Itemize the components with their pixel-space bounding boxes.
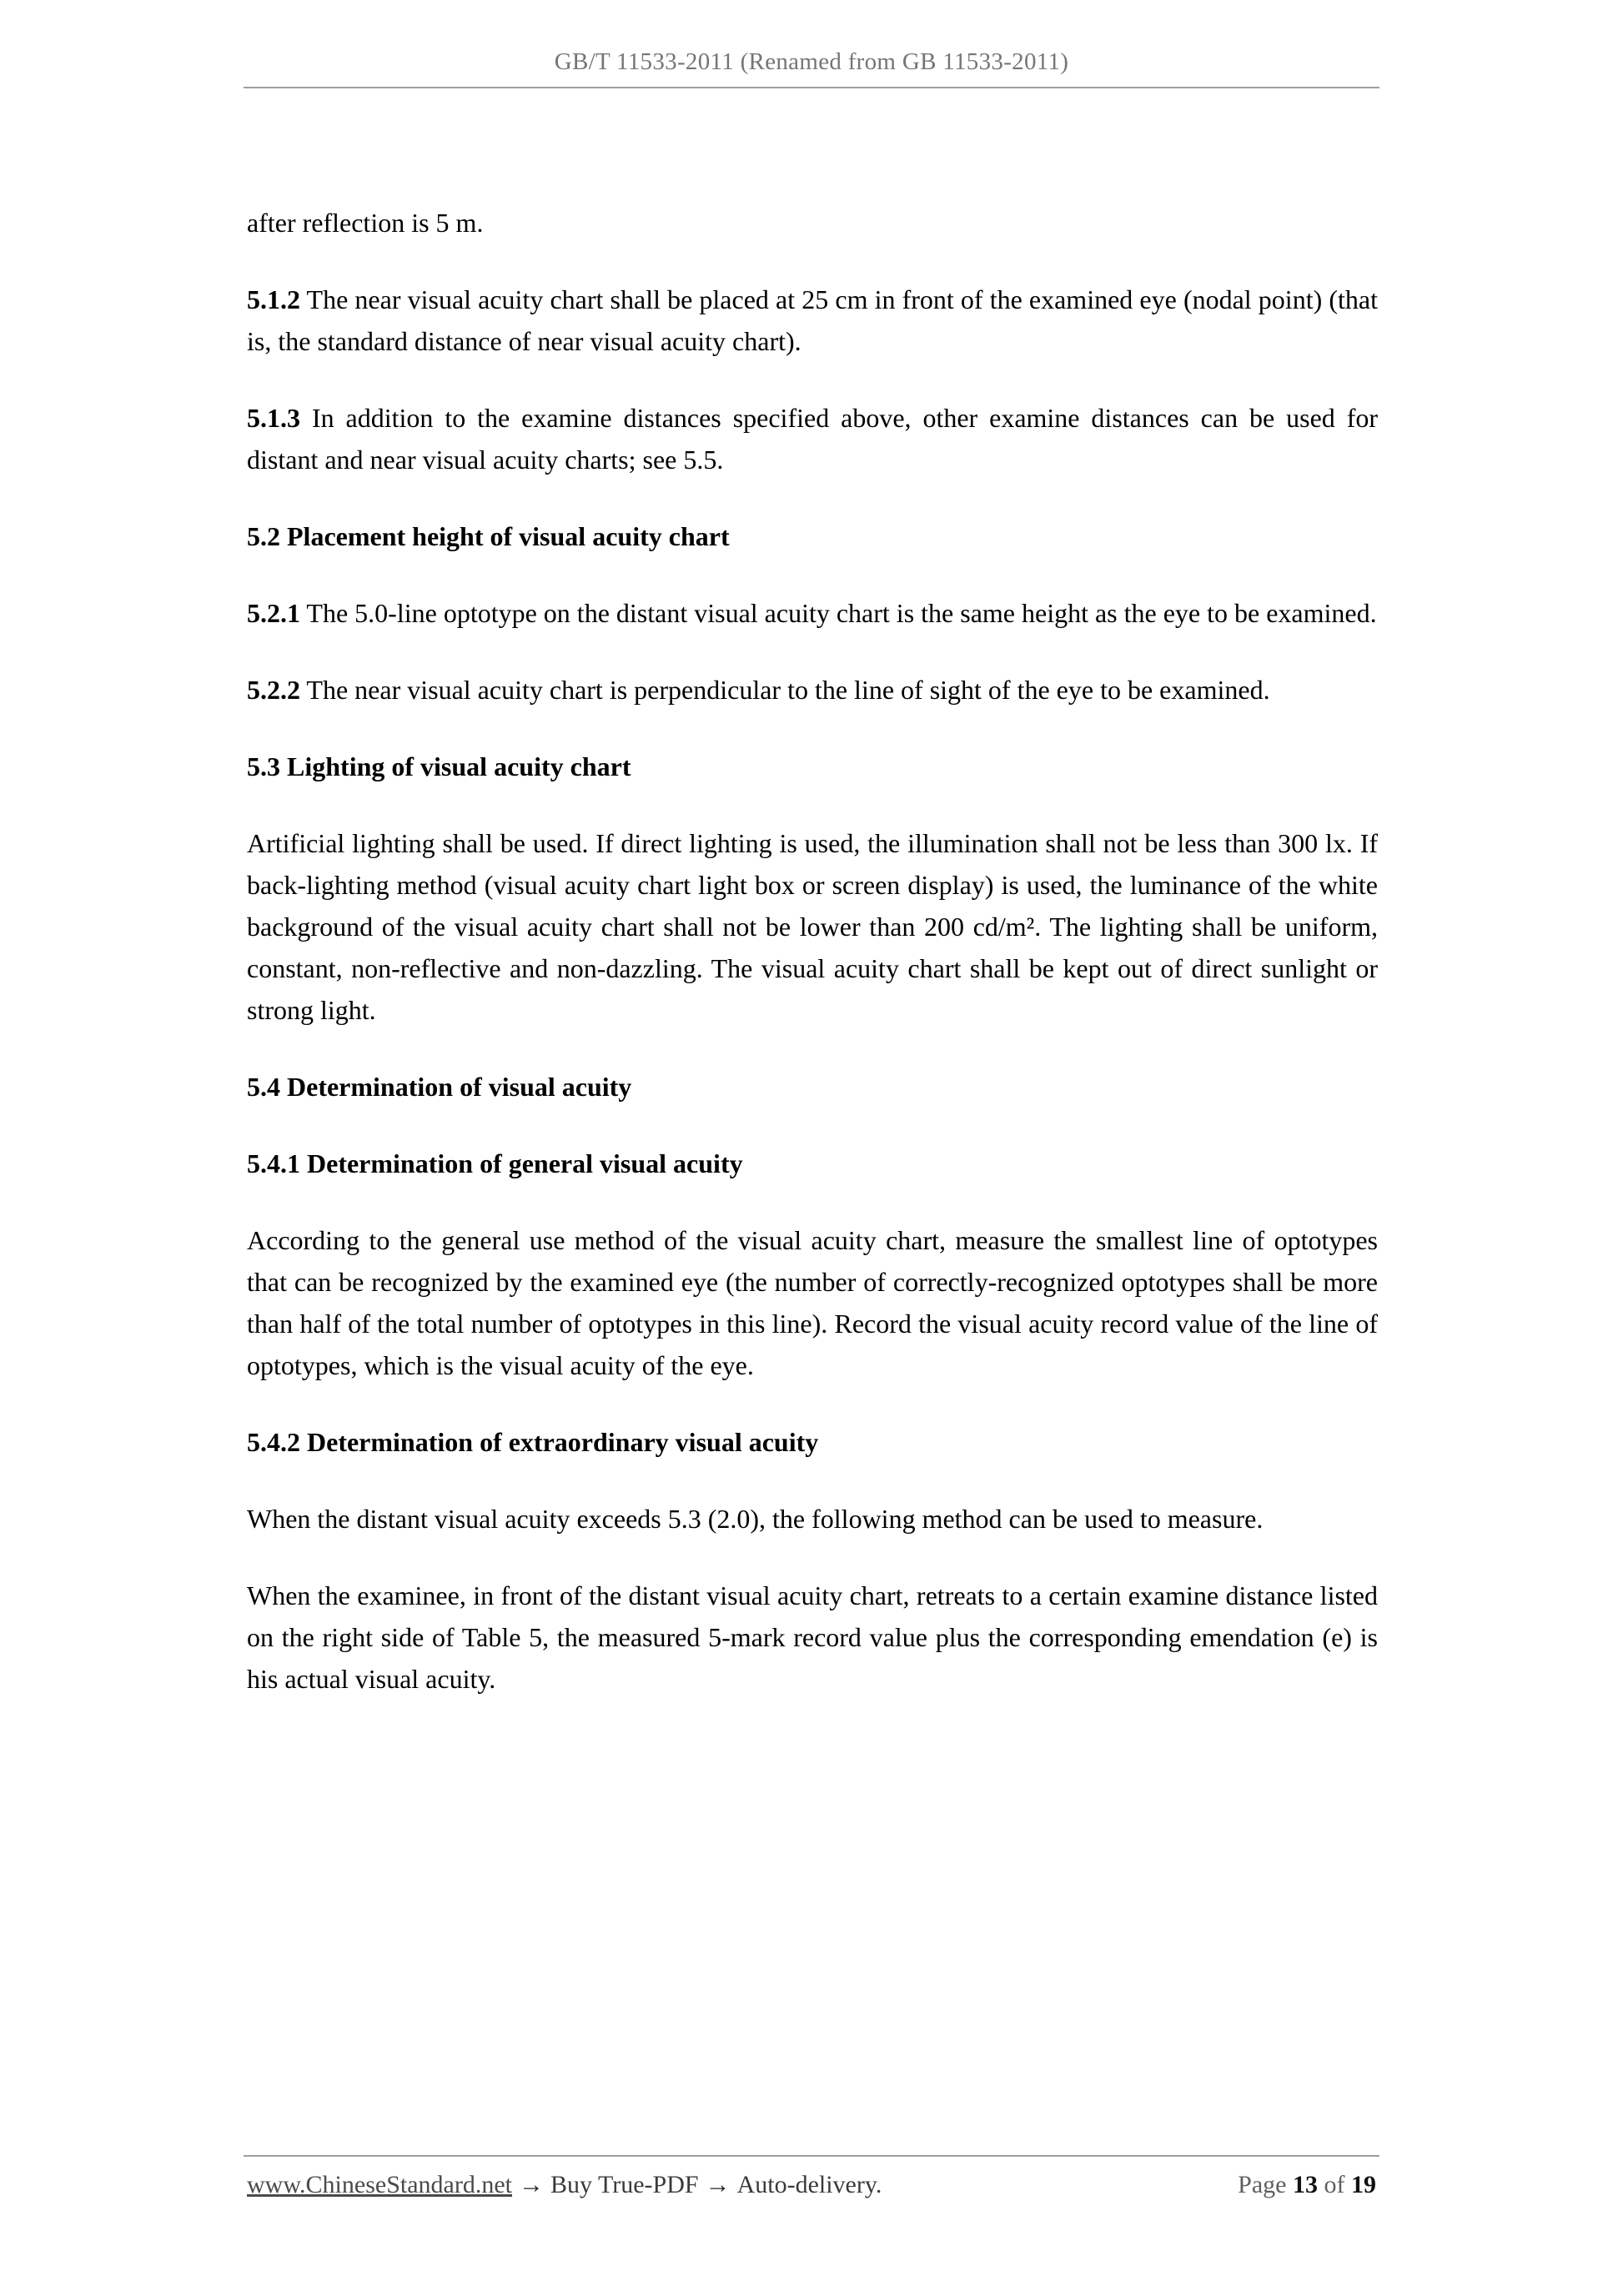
paragraph-text: When the examinee, in front of the distant visual acuity chart, retreats to a certain examine distance listed on the right side of Table 5, the measured 5-mark record value plus the corresponding emendation (e) is his actual visual acuity. [247, 1580, 1378, 1694]
paragraph [247, 397, 1378, 480]
section-heading [247, 515, 1378, 557]
section-number: 5.4 [247, 1072, 280, 1102]
page-number [1238, 2171, 1376, 2199]
paragraph [247, 822, 1378, 1031]
section-number: 5.4.2 [247, 1427, 300, 1457]
section-number: 5.2 [247, 521, 280, 551]
paragraph-text: According to the general use method of the visual acuity chart, measure the smallest line of optotypes that can be recognized by the examined eye (the number of correctly-recognized optotypes shall be more than half of the total number of optotypes in this line). Record the visual acuity record value of the line of optotypes, which is the visual acuity of the eye. [247, 1225, 1378, 1380]
paragraph-text: The near visual acuity chart is perpendicular to the line of sight of the eye to be examined. [306, 675, 1270, 705]
paragraph-text: When the distant visual acuity exceeds 5.3 (2.0), the following method can be used to measure. [247, 1504, 1264, 1534]
footer-delivery-text: Auto-delivery. [736, 2171, 882, 2198]
paragraph-text: Artificial lighting shall be used. If direct lighting is used, the illumination shall not be less than 300 lx. If back-lighting method (visual acuity chart light box or screen display) is used, the luminance of the white background of the visual acuity chart shall not be lower than 200 cd/m². The lighting shall be uniform, constant, non-reflective and non-dazzling. The visual acuity chart shall be kept out of direct sunlight or strong light. [247, 828, 1378, 1025]
paragraph-text: after reflection is 5 m. [247, 208, 484, 238]
footer-divider [244, 2155, 1379, 2157]
page-footer [247, 2171, 1376, 2199]
document-title: GB/T 11533-2011 (Renamed from GB 11533-2011) [554, 48, 1069, 75]
paragraph-text: In addition to the examine distances specified above, other examine distances can be used for distant and near visual acuity charts; see 5.5. [247, 403, 1379, 475]
paragraph [247, 1575, 1378, 1700]
paragraph-number: 5.1.3 [247, 403, 300, 433]
arrow-icon: → [519, 2171, 544, 2198]
section-heading [247, 746, 1378, 787]
header-divider [244, 87, 1379, 88]
paragraph-text: The 5.0-line optotype on the distant visual acuity chart is the same height as the eye to be examined. [306, 598, 1377, 628]
page-current: 13 [1293, 2171, 1318, 2198]
section-title: Determination of general visual acuity [307, 1148, 743, 1178]
paragraph-number: 5.2.1 [247, 598, 300, 628]
section-title: Determination of extraordinary visual acuity [307, 1427, 819, 1457]
section-heading [247, 1421, 1378, 1463]
paragraph [247, 1498, 1378, 1540]
paragraph [247, 1219, 1378, 1386]
paragraph [247, 202, 1378, 244]
document-body [247, 202, 1378, 1735]
footer-link[interactable]: www.ChineseStandard.net [247, 2171, 512, 2198]
section-heading [247, 1066, 1378, 1108]
section-title: Determination of visual acuity [287, 1072, 632, 1102]
page-label: Page [1238, 2171, 1287, 2198]
section-number: 5.4.1 [247, 1148, 300, 1178]
paragraph-number: 5.2.2 [247, 675, 300, 705]
paragraph [247, 669, 1378, 711]
footer-buy-text: Buy True-PDF [550, 2171, 699, 2198]
page-header [0, 48, 1623, 76]
paragraph-number: 5.1.2 [247, 284, 300, 314]
of-label: of [1324, 2171, 1345, 2198]
section-heading [247, 1143, 1378, 1184]
page-total: 19 [1351, 2171, 1376, 2198]
section-title: Placement height of visual acuity chart [287, 521, 730, 551]
paragraph-text: The near visual acuity chart shall be placed at 25 cm in front of the examined eye (nodal point) (that is, the standard distance of near visual acuity chart). [247, 284, 1379, 356]
arrow-icon: → [705, 2171, 731, 2198]
paragraph [247, 592, 1378, 634]
footer-left [247, 2171, 882, 2199]
section-number: 5.3 [247, 751, 280, 781]
paragraph [247, 279, 1378, 362]
section-title: Lighting of visual acuity chart [287, 751, 631, 781]
